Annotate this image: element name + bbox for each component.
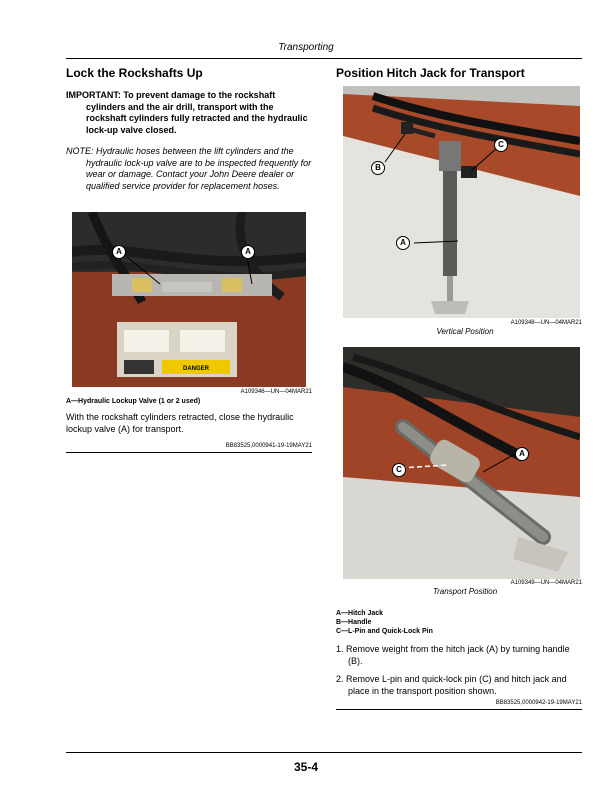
callout-c-photo2: C (392, 463, 406, 477)
legend-item-hitch-jack: A—Hitch Jack (336, 610, 384, 617)
callout-a-photo1: A (396, 236, 410, 250)
doc-id-right: BB83525,0000942-19-19MAY21 (495, 700, 582, 706)
header-divider (66, 58, 582, 59)
callout-a-left-2: A (241, 245, 255, 259)
photo-ref-right-2: A109349—UN—04MAR21 (510, 580, 582, 586)
legend-item-handle: B—Handle (336, 619, 372, 626)
important-notice: IMPORTANT: To prevent damage to the rockshaft cylinders and the air drill, transport with the rockshaft cylinders fully retracted and the hydraulic lock-up valve closed. (66, 90, 308, 135)
caption-transport-position: Transport Position (432, 587, 498, 596)
legend-item-l-pin: C—L-Pin and Quick-Lock Pin (336, 628, 433, 635)
photo-hitch-jack-vertical (343, 86, 580, 318)
photo-hydraulic-lockup-valve (72, 212, 306, 387)
step-2: 2. Remove L-pin and quick-lock pin (C) and hitch jack and place in the transport position shown. (336, 674, 567, 696)
page-number: 35-4 (293, 760, 319, 774)
caption-vertical-position: Vertical Position (436, 327, 494, 336)
step-1: 1. Remove weight from the hitch jack (A) by turning handle (B). (336, 644, 570, 666)
legend-right (336, 609, 582, 636)
danger-decal-text: DANGER (182, 366, 210, 372)
section-end-rule-left (66, 452, 312, 453)
callout-a-left-1: A (112, 245, 126, 259)
footer-divider (66, 752, 582, 753)
steps-right (336, 644, 582, 704)
callout-c-photo1: C (494, 138, 508, 152)
legend-left: A—Hydraulic Lockup Valve (1 or 2 used) (66, 398, 201, 405)
note-text: NOTE: Hydraulic hoses between the lift cylinders and the hydraulic lock-up valve are to be inspected frequently for wear or damage. Contact your John Deere dealer or qualified service provider for replacement hoses. (66, 146, 312, 191)
section-title-hitch-jack: Position Hitch Jack for Transport (336, 66, 525, 80)
running-header: Transporting (278, 42, 334, 53)
left-column (66, 66, 312, 192)
photo-ref-right-1: A109348—UN—04MAR21 (510, 320, 582, 326)
body-text-left: With the rockshaft cylinders retracted, close the hydraulic lockup valve (A) for transport. (66, 412, 294, 434)
section-end-rule-right (336, 709, 582, 710)
callout-b-photo1: B (371, 161, 385, 175)
photo-ref-left: A109346—UN—04MAR21 (240, 389, 312, 395)
section-title-rockshafts: Lock the Rockshafts Up (66, 66, 203, 80)
callout-a-photo2: A (515, 447, 529, 461)
photo-hitch-jack-transport (343, 347, 580, 579)
doc-id-left: BB83525,0000941-19-19MAY21 (225, 443, 312, 449)
